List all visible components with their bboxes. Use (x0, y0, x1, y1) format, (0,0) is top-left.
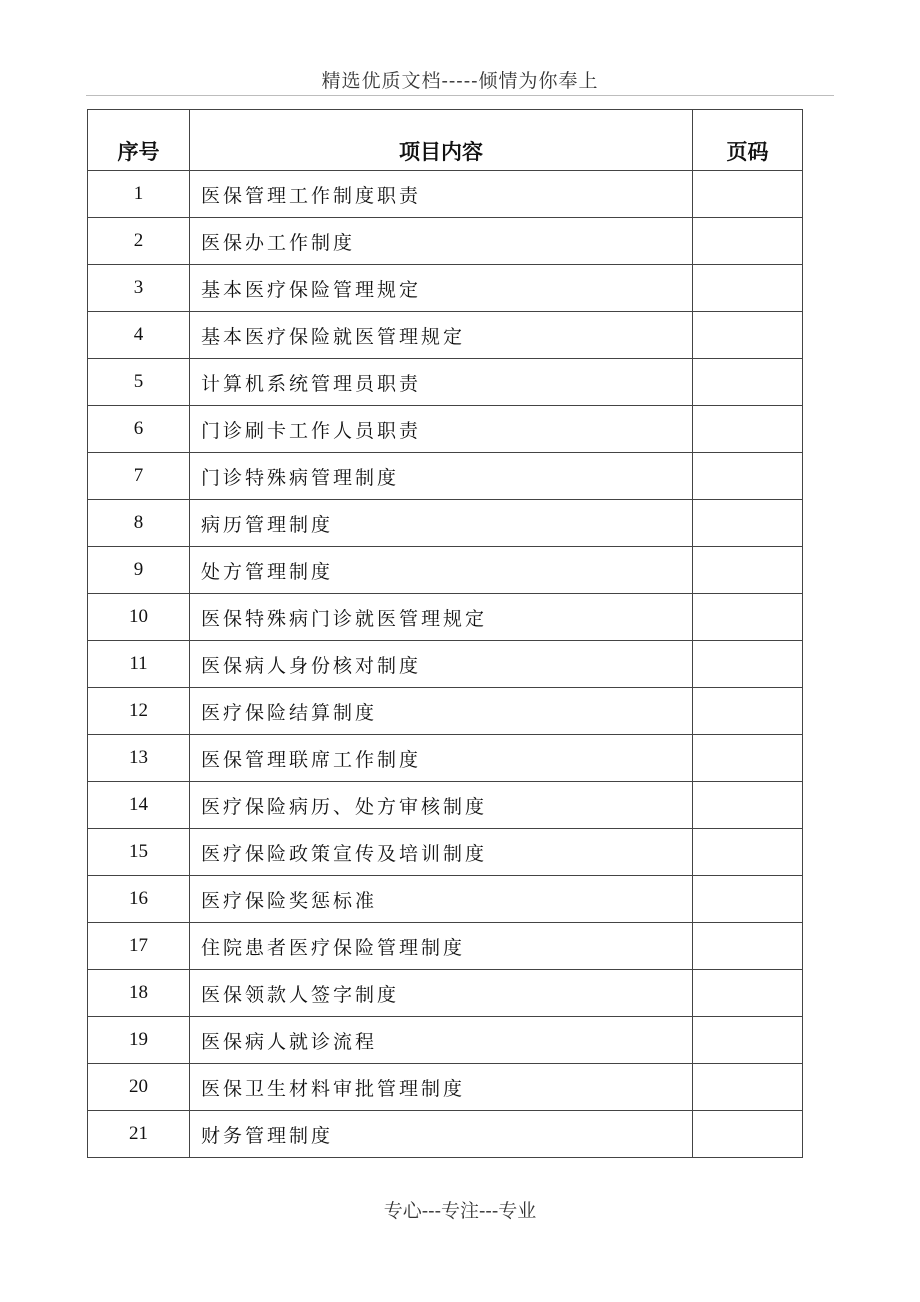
column-header-page: 页码 (693, 110, 803, 171)
row-number: 1 (88, 171, 190, 218)
row-page-number (693, 312, 803, 359)
row-page-number (693, 829, 803, 876)
row-title: 医保办工作制度 (190, 218, 693, 265)
row-page-number (693, 547, 803, 594)
table-row (88, 782, 803, 829)
row-title: 医疗保险奖惩标准 (190, 876, 693, 923)
table-row (88, 594, 803, 641)
row-title: 病历管理制度 (190, 500, 693, 547)
row-number: 8 (88, 500, 190, 547)
row-number: 20 (88, 1064, 190, 1111)
page-footer: 专心---专注---专业 (383, 1200, 537, 1222)
row-title: 基本医疗保险就医管理规定 (190, 312, 693, 359)
table-row (88, 453, 803, 500)
row-title: 住院患者医疗保险管理制度 (190, 923, 693, 970)
table-row (88, 406, 803, 453)
row-number: 17 (88, 923, 190, 970)
column-header-number: 序号 (88, 110, 190, 171)
table-row (88, 641, 803, 688)
row-number: 15 (88, 829, 190, 876)
row-number: 14 (88, 782, 190, 829)
row-number: 4 (88, 312, 190, 359)
table-row (88, 829, 803, 876)
row-title: 医疗保险政策宣传及培训制度 (190, 829, 693, 876)
row-number: 7 (88, 453, 190, 500)
row-title: 基本医疗保险管理规定 (190, 265, 693, 312)
row-number: 16 (88, 876, 190, 923)
table-row (88, 876, 803, 923)
row-page-number (693, 782, 803, 829)
row-number: 21 (88, 1111, 190, 1158)
row-number: 5 (88, 359, 190, 406)
row-number: 6 (88, 406, 190, 453)
table-row (88, 500, 803, 547)
row-title: 门诊特殊病管理制度 (190, 453, 693, 500)
row-page-number (693, 970, 803, 1017)
row-number: 9 (88, 547, 190, 594)
row-number: 11 (88, 641, 190, 688)
row-title: 门诊刷卡工作人员职责 (190, 406, 693, 453)
row-page-number (693, 1111, 803, 1158)
table-row (88, 359, 803, 406)
row-page-number (693, 923, 803, 970)
row-number: 3 (88, 265, 190, 312)
table-row (88, 312, 803, 359)
row-page-number (693, 1017, 803, 1064)
row-title: 医保领款人签字制度 (190, 970, 693, 1017)
row-title: 医保病人身份核对制度 (190, 641, 693, 688)
row-number: 19 (88, 1017, 190, 1064)
table-row (88, 688, 803, 735)
row-title: 医保管理联席工作制度 (190, 735, 693, 782)
row-page-number (693, 453, 803, 500)
row-page-number (693, 735, 803, 782)
table-of-contents (87, 109, 803, 1158)
table-row (88, 1017, 803, 1064)
row-title: 处方管理制度 (190, 547, 693, 594)
row-title: 医保管理工作制度职责 (190, 171, 693, 218)
table-body (88, 171, 803, 1158)
table-row (88, 923, 803, 970)
row-page-number (693, 359, 803, 406)
row-page-number (693, 641, 803, 688)
row-number: 10 (88, 594, 190, 641)
table-row (88, 735, 803, 782)
table-row (88, 265, 803, 312)
row-title: 医保卫生材料审批管理制度 (190, 1064, 693, 1111)
row-title: 医疗保险结算制度 (190, 688, 693, 735)
table-row (88, 970, 803, 1017)
row-page-number (693, 500, 803, 547)
row-page-number (693, 406, 803, 453)
row-title: 财务管理制度 (190, 1111, 693, 1158)
row-title: 医保病人就诊流程 (190, 1017, 693, 1064)
table-row (88, 1111, 803, 1158)
row-page-number (693, 171, 803, 218)
column-header-title: 项目内容 (190, 110, 693, 171)
table-header-row (88, 110, 803, 171)
table-row (88, 1064, 803, 1111)
row-page-number (693, 688, 803, 735)
table-row (88, 218, 803, 265)
row-page-number (693, 1064, 803, 1111)
table-row (88, 547, 803, 594)
table-row (88, 171, 803, 218)
row-number: 12 (88, 688, 190, 735)
row-page-number (693, 594, 803, 641)
row-number: 18 (88, 970, 190, 1017)
row-page-number (693, 265, 803, 312)
row-title: 医保特殊病门诊就医管理规定 (190, 594, 693, 641)
row-page-number (693, 876, 803, 923)
row-page-number (693, 218, 803, 265)
row-number: 13 (88, 735, 190, 782)
row-number: 2 (88, 218, 190, 265)
header-divider (86, 95, 834, 96)
page-header: 精选优质文档-----倾情为你奉上 (321, 70, 599, 92)
row-title: 医疗保险病历、处方审核制度 (190, 782, 693, 829)
row-title: 计算机系统管理员职责 (190, 359, 693, 406)
